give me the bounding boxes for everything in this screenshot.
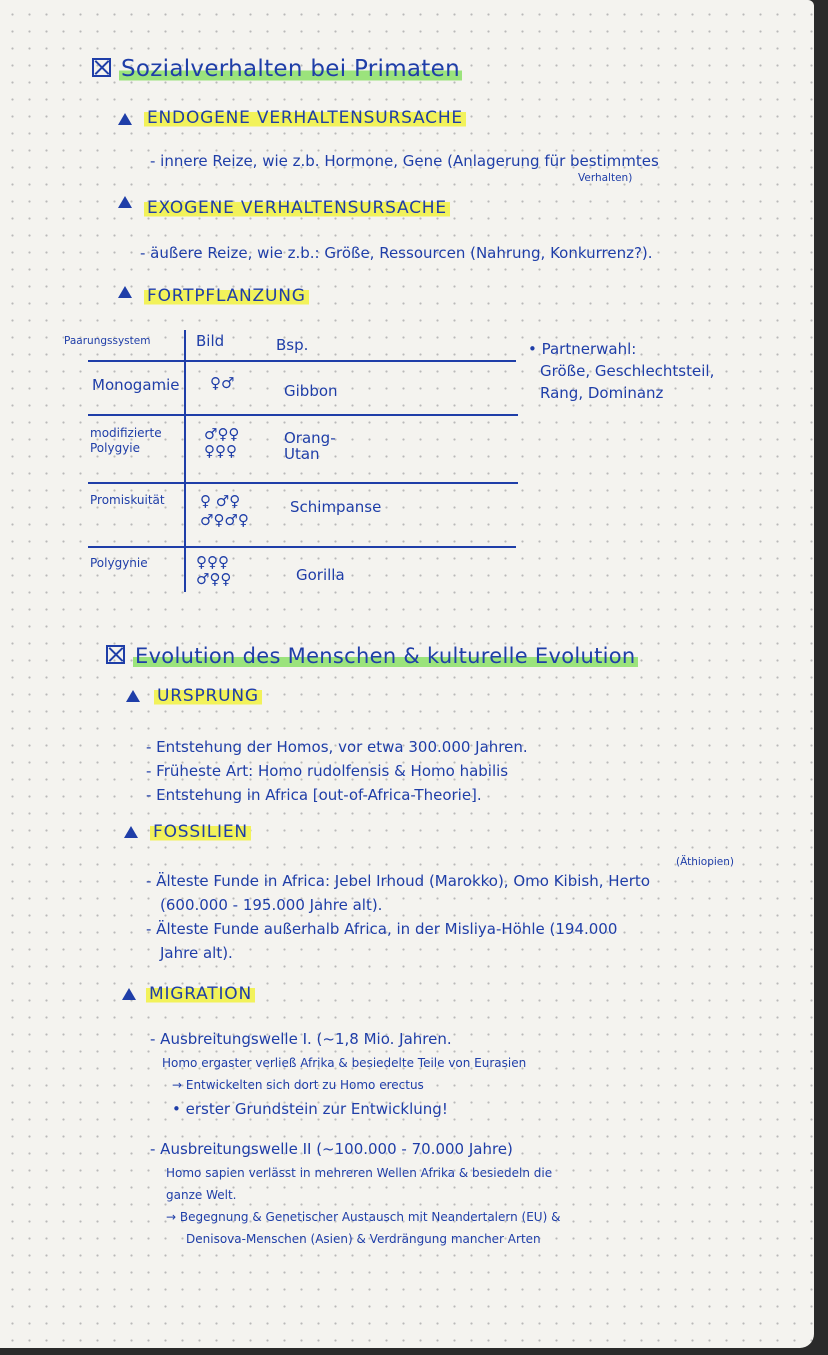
migration-line: → Entwickelten sich dort zu Homo erectus xyxy=(172,1078,424,1092)
migration-line: - Ausbreitungswelle II (~100.000 - 70.000 Jahre) xyxy=(150,1140,513,1158)
migration-line: ganze Welt. xyxy=(166,1188,237,1202)
heading-endogen: ENDOGENE VERHALTENSURSACHE xyxy=(144,108,466,128)
fossilien-line: - Älteste Funde in Africa: Jebel Irhoud (Marokko), Omo Kibish, Herto xyxy=(146,872,650,890)
table-header-bsp: Bsp. xyxy=(276,336,309,354)
checked-box-icon xyxy=(92,58,111,77)
fossilien-line: Jahre alt). xyxy=(160,944,233,962)
ursprung-line: - Entstehung der Homos, vor etwa 300.000 Jahren. xyxy=(146,738,528,756)
note-line: Größe, Geschlechtsteil, xyxy=(540,362,715,380)
table-cell-bsp: Schimpanse xyxy=(290,498,382,516)
triangle-bullet-icon xyxy=(118,286,132,298)
table-divider xyxy=(88,360,516,362)
heading-fortpflanzung: FORTPFLANZUNG xyxy=(144,286,309,306)
table-cell-system: Polygynie xyxy=(90,556,148,570)
ursprung-line: - Früheste Art: Homo rudolfensis & Homo habilis xyxy=(146,762,509,780)
fossilien-line: - Älteste Funde außerhalb Africa, in der Misliya-Höhle (194.000 xyxy=(146,920,618,938)
heading-exogen: EXOGENE VERHALTENSURSACHE xyxy=(144,198,450,218)
heading-migration: MIGRATION xyxy=(146,984,255,1004)
migration-line: → Begegnung & Genetischer Austausch mit Neandertalern (EU) & xyxy=(166,1210,561,1224)
table-cell-bsp: Gorilla xyxy=(296,566,345,584)
table-cell-bild: ♂♀♀ ♀♀♀ xyxy=(204,425,240,460)
checked-box-icon xyxy=(106,645,125,664)
table-cell-bsp: Orang-Utan xyxy=(284,429,336,463)
exogen-text: - äußere Reize, wie z.b.: Größe, Ressourcen (Nahrung, Konkurrenz?). xyxy=(140,244,653,262)
triangle-bullet-icon xyxy=(126,690,140,702)
triangle-bullet-icon xyxy=(118,113,132,125)
triangle-bullet-icon xyxy=(124,826,138,838)
table-divider xyxy=(88,414,518,416)
table-cell-system: Monogamie xyxy=(92,376,180,394)
endogen-text-cont: Verhalten) xyxy=(578,172,633,184)
note-line: Rang, Dominanz xyxy=(540,384,664,402)
table-cell-bild: ♀ ♂♀ ♂♀♂♀ xyxy=(200,492,249,529)
migration-line: • erster Grundstein zur Entwicklung! xyxy=(172,1100,448,1118)
table-divider-vertical xyxy=(184,330,186,592)
table-cell-system: modifizierte Polygyie xyxy=(90,426,162,455)
triangle-bullet-icon xyxy=(122,988,136,1000)
migration-line: - Ausbreitungswelle I. (~1,8 Mio. Jahren. xyxy=(150,1030,452,1048)
endogen-text: - innere Reize, wie z.b. Hormone, Gene (Anlagerung für bestimmtes xyxy=(150,152,659,170)
triangle-bullet-icon xyxy=(118,196,132,208)
table-cell-system: Promiskuität xyxy=(90,493,165,507)
migration-line: Homo ergaster verließ Afrika & besiedelte Teile von Eurasien xyxy=(162,1056,527,1070)
table-header-bild: Bild xyxy=(196,332,225,350)
fossilien-note: (Äthiopien) xyxy=(676,856,735,868)
table-divider xyxy=(88,482,518,484)
migration-line: Homo sapien verlässt in mehreren Wellen Afrika & besiedeln die xyxy=(166,1166,553,1180)
table-cell-bild: ♀♀♀ ♂♀♀ xyxy=(196,553,232,588)
table-divider xyxy=(88,546,516,548)
section-title-evolution: Evolution des Menschen & kulturelle Evolution xyxy=(106,644,638,668)
heading-ursprung: URSPRUNG xyxy=(154,686,262,706)
table-cell-bild: ♀♂ xyxy=(210,374,235,392)
section-title-sozialverhalten: Sozialverhalten bei Primaten xyxy=(92,56,462,82)
fossilien-line: (600.000 - 195.000 Jahre alt). xyxy=(160,896,383,914)
migration-line: Denisova-Menschen (Asien) & Verdrängung mancher Arten xyxy=(186,1232,541,1246)
note-line: • Partnerwahl: xyxy=(528,340,637,358)
ursprung-line: - Entstehung in Africa [out-of-Africa-Theorie]. xyxy=(146,786,482,804)
heading-fossilien: FOSSILIEN xyxy=(150,822,251,842)
table-header-system: Paarungssystem xyxy=(64,335,151,347)
table-cell-bsp: Gibbon xyxy=(284,382,338,400)
